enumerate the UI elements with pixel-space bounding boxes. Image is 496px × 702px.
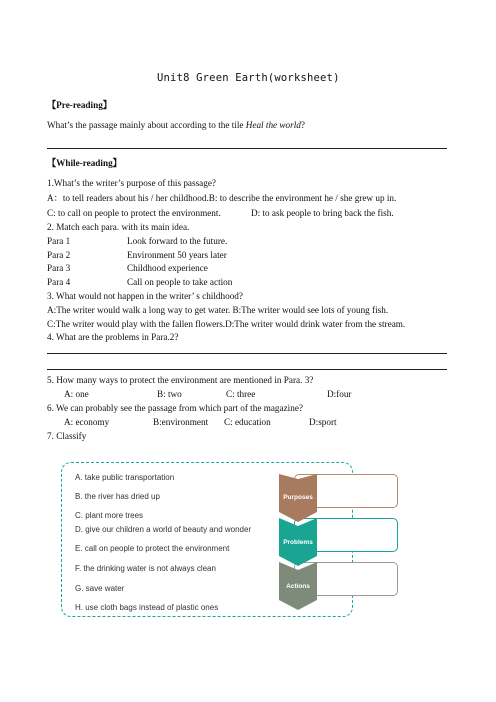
while-reading-heading: 【While-reading】: [47, 158, 122, 168]
pre-reading-heading: 【Pre-reading】: [47, 100, 112, 110]
q3-options-ab: A:The writer would walk a long way to get water. B:The writer would see lots of young fish.: [47, 305, 389, 315]
q3-options-cd: C:The writer would play with the fallen flowers.D:The writer would drink water from the stream.: [47, 319, 406, 329]
classify-item: F. the drinking water is not always clean: [75, 564, 216, 573]
q5-option: C: three: [226, 389, 256, 399]
answer-line: [47, 369, 447, 370]
q6-option: A: economy: [64, 417, 110, 427]
q1-option-c: C: to call on people to protect the environment.: [47, 208, 221, 218]
para-idea: Look forward to the future.: [127, 236, 228, 246]
problems-chevron: [279, 518, 317, 566]
q5-stem: 5. How many ways to protect the environment are mentioned in Para. 3?: [47, 375, 314, 385]
q4-stem: 4. What are the problems in Para.2?: [47, 332, 179, 342]
worksheet-title: Unit8 Green Earth(worksheet): [157, 72, 340, 84]
classify-item: D. give our children a world of beauty and wonder: [75, 525, 252, 534]
pre-reading-question: [47, 120, 305, 131]
actions-chevron: [279, 562, 317, 610]
para-idea: Call on people to take action: [127, 277, 233, 287]
classify-item: A. take public transportation: [75, 473, 175, 482]
q2-stem: 2. Match each para. with its main idea.: [47, 222, 190, 232]
q1-options-ab: A：to tell readers about his / her childhood.B: to describe the environment he / she grew up in.: [47, 193, 397, 203]
para-idea: Environment 50 years later: [127, 250, 227, 260]
answer-line: [47, 353, 447, 354]
q5-option: D:four: [327, 389, 352, 399]
q6-option: B:environment: [153, 417, 209, 427]
q5-option: B: two: [157, 389, 182, 399]
q3-stem: 3. What would not happen in the writer’ s childhood?: [47, 291, 243, 301]
pre-question-text: What’s the passage mainly about according to the tile: [47, 120, 246, 130]
classify-item: C. plant more trees: [75, 511, 144, 520]
q1-stem: 1.What’s the writer’s purpose of this passage?: [47, 178, 216, 188]
q7-stem: 7. Classify: [47, 431, 87, 441]
classify-item: H. use cloth bags instead of plastic ones: [75, 603, 219, 612]
q6-option: D:sport: [309, 417, 337, 427]
para-label: Para 2: [47, 250, 71, 260]
para-label: Para 1: [47, 236, 71, 246]
classify-item: E. call on people to protect the environment: [75, 544, 230, 553]
purposes-chevron: [279, 474, 317, 522]
q6-stem: 6. We can probably see the passage from which part of the magazine?: [47, 403, 303, 413]
answer-line: [47, 148, 447, 149]
q5-option: A: one: [64, 389, 89, 399]
para-label: Para 3: [47, 263, 71, 273]
actions-label: Actions: [286, 583, 310, 590]
classify-item: G. save water: [75, 584, 125, 593]
q1-option-d: D: to ask people to bring back the fish.: [251, 208, 394, 218]
purposes-label: Purposes: [283, 494, 313, 501]
para-idea: Childhood experience: [127, 263, 208, 273]
para-label: Para 4: [47, 277, 71, 287]
pre-question-end: ?: [300, 120, 305, 130]
q6-option: C: education: [224, 417, 271, 427]
problems-label: Problems: [283, 539, 313, 546]
classify-item: B. the river has dried up: [75, 492, 160, 501]
pre-question-title: Heal the world: [245, 120, 301, 130]
